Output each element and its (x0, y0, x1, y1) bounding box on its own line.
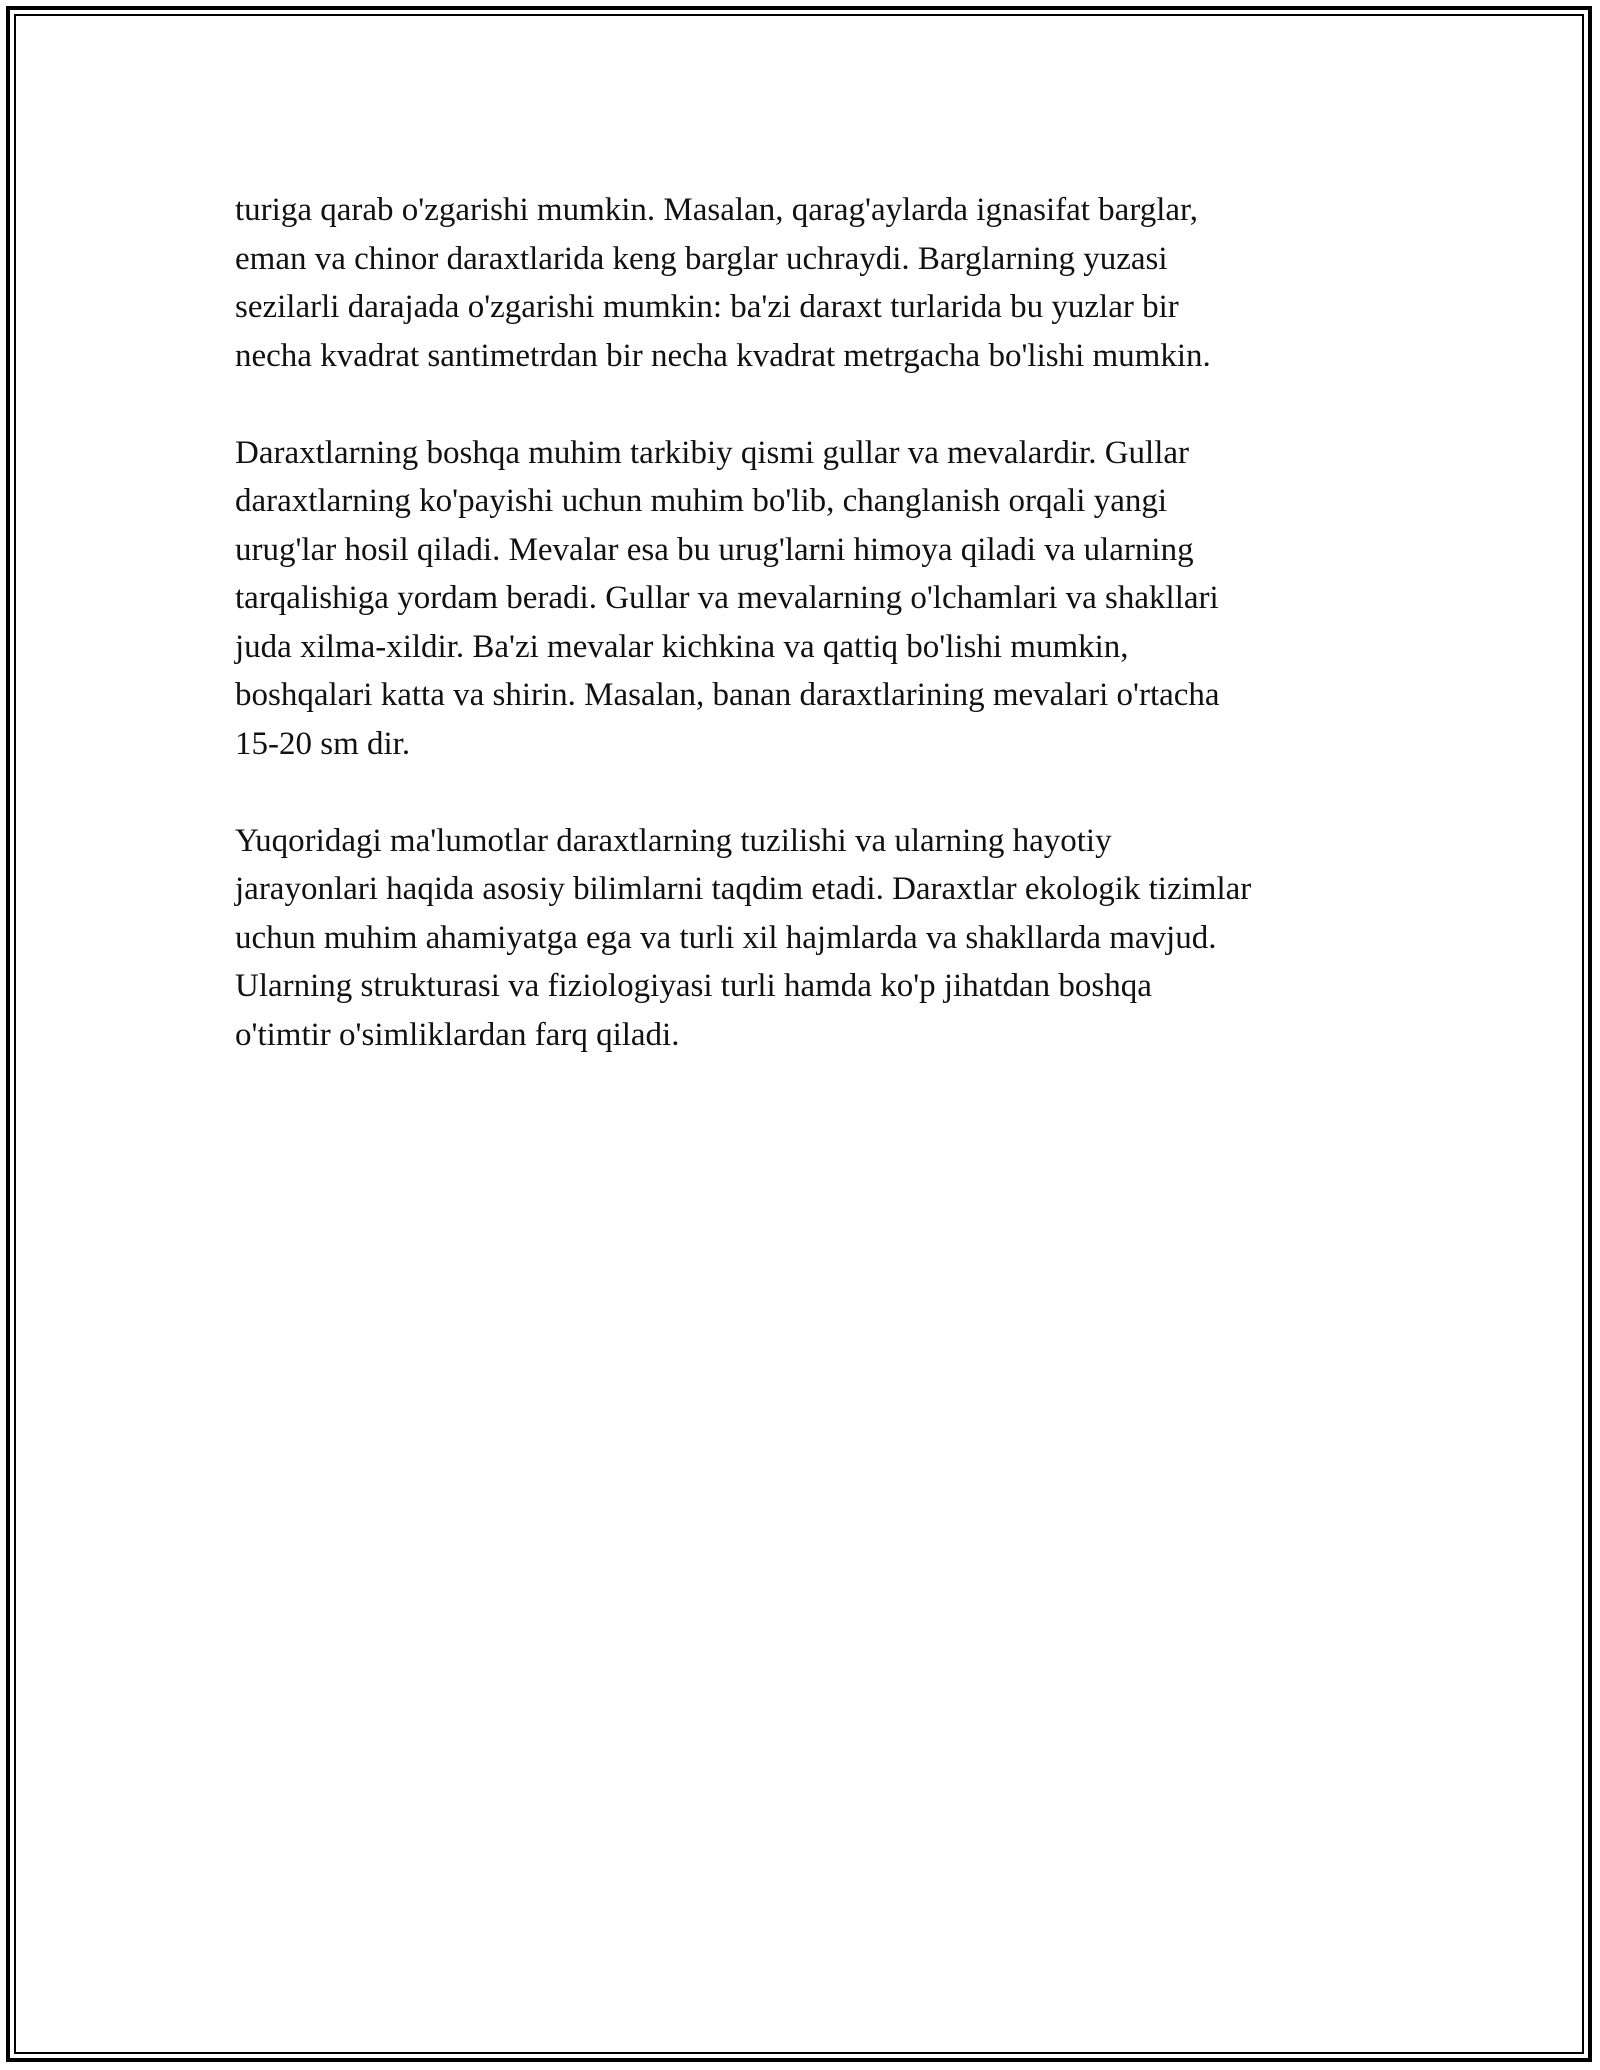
text-line: urug'lar hosil qiladi. Mevalar esa bu urug'larni himoya qiladi va ularning (235, 531, 1194, 568)
text-line: Ularning strukturasi va fiziologiyasi turli hamda ko'p jihatdan boshqa (235, 968, 1152, 1004)
text-line: 15-20 sm dir. (235, 725, 411, 762)
text-line: o'timtir o'simliklardan farq qiladi. (235, 1016, 680, 1053)
paragraph-summary (235, 817, 1385, 1060)
text-line: Daraxtlarning boshqa muhim tarkibiy qismi gullar va mevalardir. Gullar (235, 434, 1190, 471)
paragraph-flowers-fruits (235, 429, 1385, 769)
text-line: sezilarli darajada o'zgarishi mumkin: ba'zi daraxt turlarida bu yuzlar bir (235, 289, 1179, 325)
paragraph-leaves (235, 186, 1385, 380)
document-body (235, 186, 1385, 1108)
text-line: turiga qarab o'zgarishi mumkin. Masalan, qarag'aylarda ignasifat barglar, (235, 192, 1198, 228)
text-line: Yuqoridagi ma'lumotlar daraxtlarning tuzilishi va ularning hayotiy (235, 822, 1112, 859)
text-line: tarqalishiga yordam beradi. Gullar va mevalarning o'lchamlari va shakllari (235, 580, 1219, 616)
text-line: jarayonlari haqida asosiy bilimlarni taqdim etadi. Daraxtlar ekologik tizimlar (235, 871, 1252, 907)
text-line: boshqalari katta va shirin. Masalan, banan daraxtlarining mevalari o'rtacha (235, 677, 1220, 713)
text-line: juda xilma-xildir. Ba'zi mevalar kichkina va qattiq bo'lishi mumkin, (235, 628, 1129, 665)
text-line: eman va chinor daraxtlarida keng barglar uchraydi. Barglarning yuzasi (235, 240, 1168, 277)
text-line: uchun muhim ahamiyatga ega va turli xil hajmlarda va shakllarda mavjud. (235, 919, 1217, 956)
text-line: necha kvadrat santimetrdan bir necha kvadrat metrgacha bo'lishi mumkin. (235, 337, 1211, 374)
text-line: daraxtlarning ko'payishi uchun muhim bo'lib, changlanish orqali yangi (235, 483, 1168, 519)
